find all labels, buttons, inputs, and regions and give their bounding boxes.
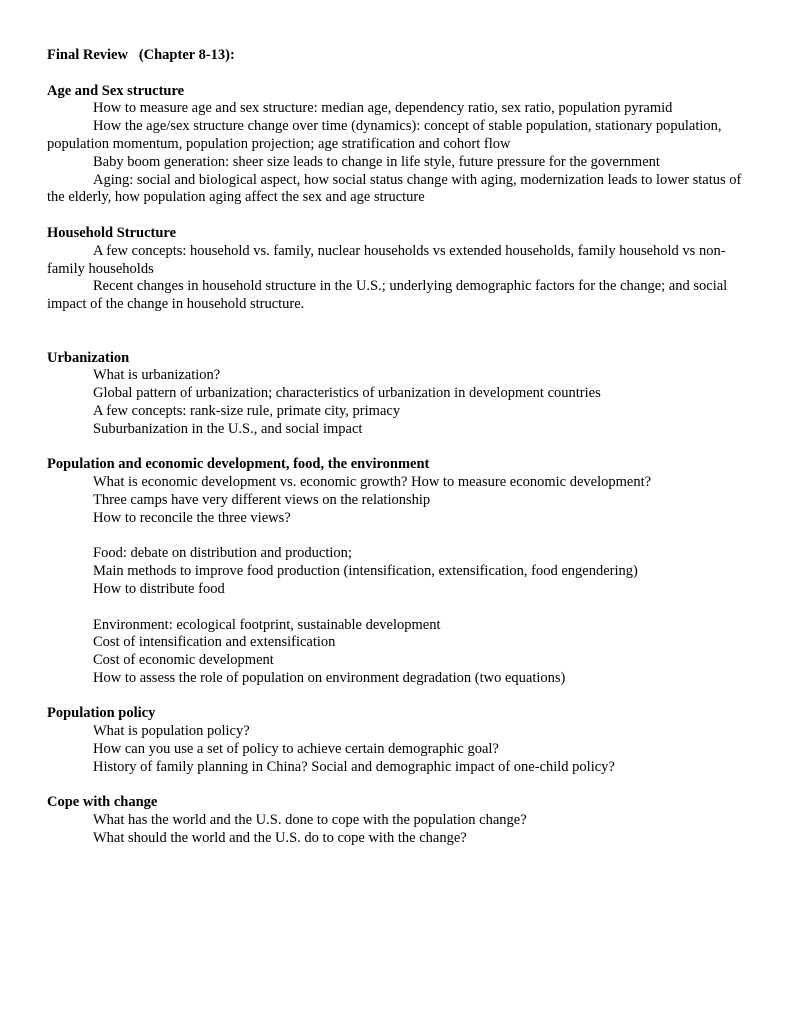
section-age-sex <box>47 83 747 208</box>
list-item: What is urbanization? <box>93 367 221 384</box>
section-policy <box>47 705 747 776</box>
paragraph: How the age/sex structure change over time (dynamics): concept of stable population, stationary population, population momentum, population projection; age stratification and cohort flow <box>47 118 722 152</box>
item-list <box>47 474 747 688</box>
section-heading: Cope with change <box>47 794 158 811</box>
paragraph: Baby boom generation: sheer size leads to change in life style, future pressure for the government <box>93 153 660 170</box>
spacer <box>47 332 747 350</box>
list-item: Three camps have very different views on the relationship <box>93 491 431 508</box>
spacer <box>93 528 747 546</box>
list-item: How to assess the role of population on environment degradation (two equations) <box>93 669 566 686</box>
list-item: What is population policy? <box>93 723 250 740</box>
list-item: What is economic development vs. economic growth? How to measure economic development? <box>93 474 652 491</box>
list-item: Food: debate on distribution and production; <box>93 545 352 562</box>
section-urbanization <box>47 350 747 439</box>
list-item: History of family planning in China? Social and demographic impact of one-child policy? <box>93 758 615 775</box>
list-item: Suburbanization in the U.S., and social impact <box>93 420 363 437</box>
list-item: What has the world and the U.S. done to cope with the population change? <box>93 812 527 829</box>
spacer <box>47 65 747 83</box>
document-title: Final Review (Chapter 8-13): <box>47 47 235 63</box>
paragraph: How to measure age and sex structure: median age, dependency ratio, sex ratio, population pyramid <box>93 100 673 117</box>
list-item: How to distribute food <box>93 580 225 597</box>
section-heading: Age and Sex structure <box>47 82 185 99</box>
list-item: What should the world and the U.S. do to cope with the change? <box>93 830 467 847</box>
item-list <box>47 367 747 438</box>
list-item: Environment: ecological footprint, sustainable development <box>93 616 441 633</box>
paragraph: Aging: social and biological aspect, how social status change with aging, modernization leads to lower status of the elderly, how population aging affect the sex and age structure <box>47 171 742 206</box>
spacer <box>47 439 747 457</box>
item-list <box>47 723 747 776</box>
list-item: How to reconcile the three views? <box>93 509 291 526</box>
section-economic <box>47 456 747 687</box>
list-item: A few concepts: rank-size rule, primate city, primacy <box>93 402 401 419</box>
list-item: Main methods to improve food production (intensification, extensification, food engendering) <box>93 563 638 580</box>
section-heading: Population policy <box>47 705 156 722</box>
section-heading: Population and economic development, food, the environment <box>47 456 430 473</box>
section-household <box>47 225 747 314</box>
section-heading: Urbanization <box>47 349 130 366</box>
list-item: Cost of intensification and extensification <box>93 634 336 651</box>
list-item: Cost of economic development <box>93 652 274 669</box>
section-heading: Household Structure <box>47 224 177 241</box>
paragraph: Recent changes in household structure in the U.S.; underlying demographic factors for the change; and social impact of the change in household structure. <box>47 278 728 313</box>
spacer <box>93 599 747 617</box>
list-item: Global pattern of urbanization; characteristics of urbanization in development countries <box>93 385 601 402</box>
list-item: How can you use a set of policy to achieve certain demographic goal? <box>93 741 499 758</box>
paragraph: A few concepts: household vs. family, nuclear households vs extended households, family household vs non-family households <box>47 242 726 277</box>
item-list <box>47 812 747 848</box>
spacer <box>47 207 747 225</box>
section-cope <box>47 794 747 847</box>
spacer <box>47 314 747 332</box>
spacer <box>47 688 747 706</box>
spacer <box>47 777 747 795</box>
document-page <box>47 47 747 848</box>
